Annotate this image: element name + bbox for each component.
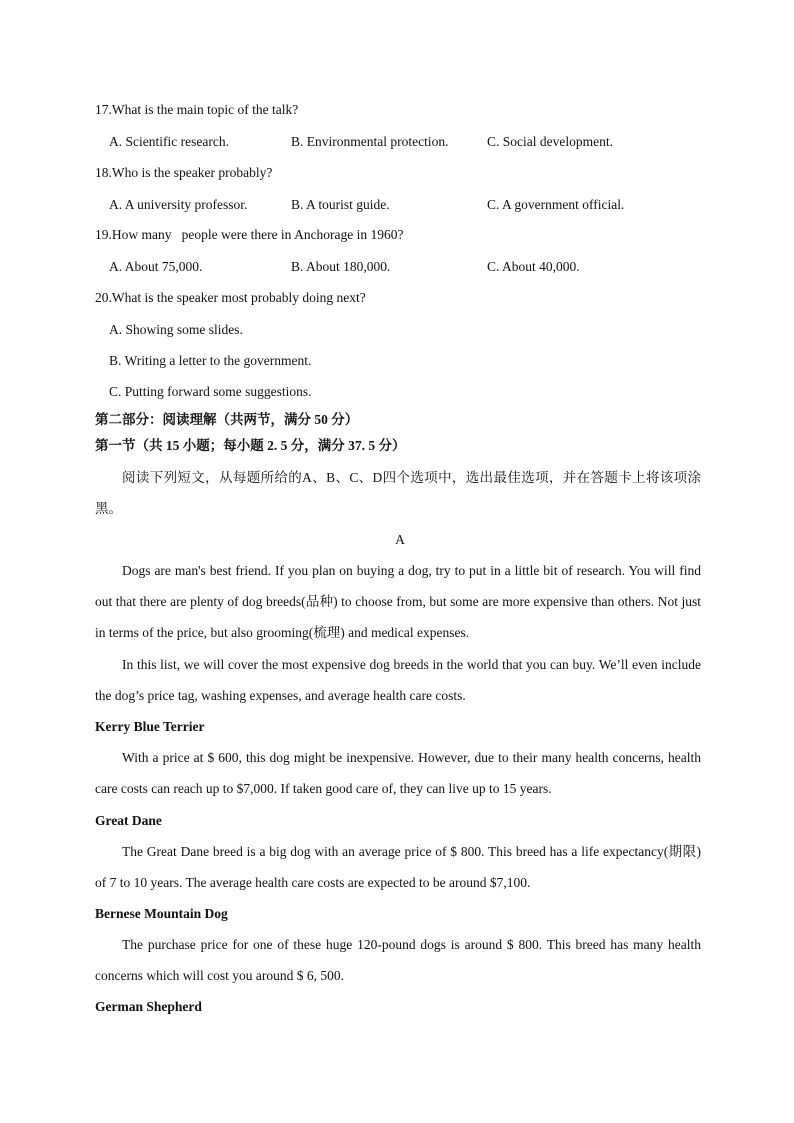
q19-option-a: A. About 75,000. (109, 259, 203, 274)
q18-option-a: A. A university professor. (109, 197, 248, 212)
q17-option-a: A. Scientific research. (109, 134, 229, 149)
reading-instruction: 阅读下列短文，从每题所给的A、B、C、D四个选项中，选出最佳选项，并在答题卡上将该项涂黑。 (95, 470, 701, 516)
question-17-stem: 17.What is the main topic of the talk? (95, 102, 299, 117)
q19-option-c: C. About 40,000. (487, 259, 580, 274)
q18-option-c: C. A government official. (487, 197, 625, 212)
q17-option-c: C. Social development. (487, 134, 613, 149)
q17-option-b: B. Environmental protection. (291, 134, 449, 149)
question-18-stem: 18.Who is the speaker probably? (95, 165, 273, 180)
question-20-stem: 20.What is the speaker most probably doing next? (95, 290, 366, 305)
part-title: 第二部分：阅读理解（共两节，满分 50 分） (95, 412, 359, 427)
q20-option-b: B. Writing a letter to the government. (109, 353, 312, 368)
section-subtitle: 第一节（共 15 小题；每小题 2. 5 分，满分 37. 5 分） (95, 438, 406, 453)
passage-paragraph-4: The Great Dane breed is a big dog with an average price of $ 800. This breed has a life expectancy(期限) of 7 to 10 years. The average health care costs are expected to be around $7,100. (95, 844, 701, 890)
breed-heading-bernese-mountain-dog: Bernese Mountain Dog (95, 906, 228, 921)
breed-heading-great-dane: Great Dane (95, 813, 162, 828)
question-19-stem: 19.How many people were there in Anchorage in 1960? (95, 227, 404, 242)
passage-paragraph-1: Dogs are man's best friend. If you plan on buying a dog, try to put in a little bit of research. You will find out that there are plenty of dog breeds(品种) to choose from, but some are more expensive than others. Not just in terms of the price, but also grooming(梳理) and medical expenses. (95, 563, 701, 640)
breed-heading-kerry-blue-terrier: Kerry Blue Terrier (95, 719, 205, 734)
breed-heading-german-shepherd: German Shepherd (95, 999, 202, 1014)
passage-label: A (395, 532, 405, 547)
q20-option-c: C. Putting forward some suggestions. (109, 384, 312, 399)
q18-option-b: B. A tourist guide. (291, 197, 390, 212)
passage-paragraph-5: The purchase price for one of these huge 120-pound dogs is around $ 800. This breed has many health concerns which will cost you around $ 6, 500. (95, 937, 701, 983)
passage-paragraph-2: In this list, we will cover the most expensive dog breeds in the world that you can buy. We’ll even include the dog’s price tag, washing expenses, and average health care costs. (95, 657, 701, 703)
q19-option-b: B. About 180,000. (291, 259, 391, 274)
passage-paragraph-3: With a price at $ 600, this dog might be inexpensive. However, due to their many health concerns, health care costs can reach up to $7,000. If taken good care of, they can live up to 15 years. (95, 750, 701, 796)
q20-option-a: A. Showing some slides. (109, 322, 243, 337)
